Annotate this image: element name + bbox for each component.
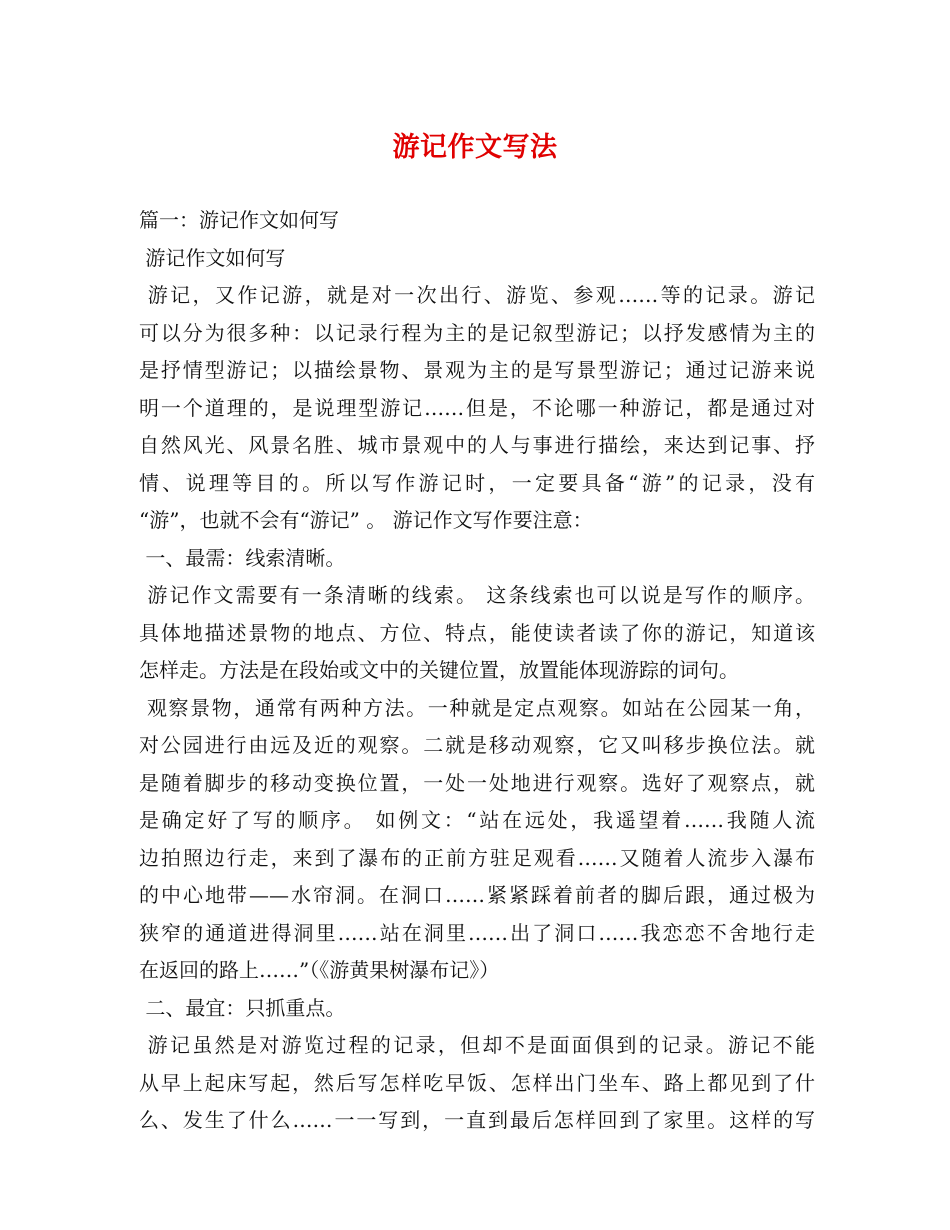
text-line: 是抒情型游记；以描绘景物、景观为主的是写景型游记；通过记游来说 bbox=[139, 358, 815, 382]
text-line: 的中心地带——水帘洞。在洞口……紧紧踩着前者的脚后跟，通过极为 bbox=[139, 883, 815, 907]
text-line: 从早上起床写起，然后写怎样吃早饭、怎样出门坐车、路上都见到了什 bbox=[139, 1070, 815, 1095]
text-line: 一、最需：线索清晰。 bbox=[139, 545, 346, 570]
text-line: 游记作文如何写 bbox=[139, 245, 286, 270]
document-body bbox=[139, 202, 815, 1140]
text-line: 游记作文需要有一条清晰的线索。 这条线索也可以说是写作的顺序。 bbox=[139, 583, 815, 607]
text-line: 明一个道理的，是说理型游记……但是，不论哪一种游记，都是通过对 bbox=[139, 395, 815, 420]
text-line: 怎样走。方法是在段始或文中的关键位置，放置能体现游踪的词句。 bbox=[139, 658, 739, 682]
text-line: “游”，也就不会有“游记” 。 游记作文写作要注意： bbox=[139, 508, 593, 532]
text-line: 狭窄的通道进得洞里……站在洞里……出了洞口……我恋恋不舍地行走 bbox=[139, 920, 815, 945]
text-line: 篇一：游记作文如何写 bbox=[139, 208, 339, 232]
text-line: 自然风光、风景名胜、城市景观中的人与事进行描绘，来达到记事、抒 bbox=[139, 433, 815, 457]
text-line: 可以分为很多种：以记录行程为主的是记叙型游记；以抒发感情为主的 bbox=[139, 320, 815, 345]
text-line: 游记，又作记游，就是对一次出行、游览、参观……等的记录。游记 bbox=[139, 283, 815, 307]
text-line: 观察景物，通常有两种方法。一种就是定点观察。如站在公园某一角， bbox=[139, 695, 815, 720]
text-line: 具体地描述景物的地点、方位、特点，能使读者读了你的游记，知道该 bbox=[139, 620, 815, 645]
document-title: 游记作文写法 bbox=[392, 132, 558, 163]
text-line: 是随着脚步的移动变换位置，一处一处地进行观察。选好了观察点，就 bbox=[139, 770, 815, 795]
text-line: 对公园进行由远及近的观察。二就是移动观察，它又叫移步换位法。就 bbox=[139, 733, 815, 757]
text-line: 是确定好了写的顺序。 如例文：“站在远处，我遥望着……我随人流 bbox=[139, 808, 815, 832]
text-line: 情、说理等目的。所以写作游记时，一定要具备“游”的记录，没有 bbox=[139, 470, 815, 495]
text-line: 游记虽然是对游览过程的记录，但却不是面面俱到的记录。游记不能 bbox=[139, 1033, 815, 1057]
text-line: 在返回的路上……”（《游黄果树瀑布记》） bbox=[139, 958, 500, 982]
text-line: 么、发生了什么……一一写到，一直到最后怎样回到了家里。这样的写 bbox=[139, 1108, 815, 1132]
text-line: 二、最宜：只抓重点。 bbox=[139, 995, 346, 1020]
text-line: 边拍照边行走，来到了瀑布的正前方驻足观看……又随着人流步入瀑布 bbox=[139, 845, 815, 870]
